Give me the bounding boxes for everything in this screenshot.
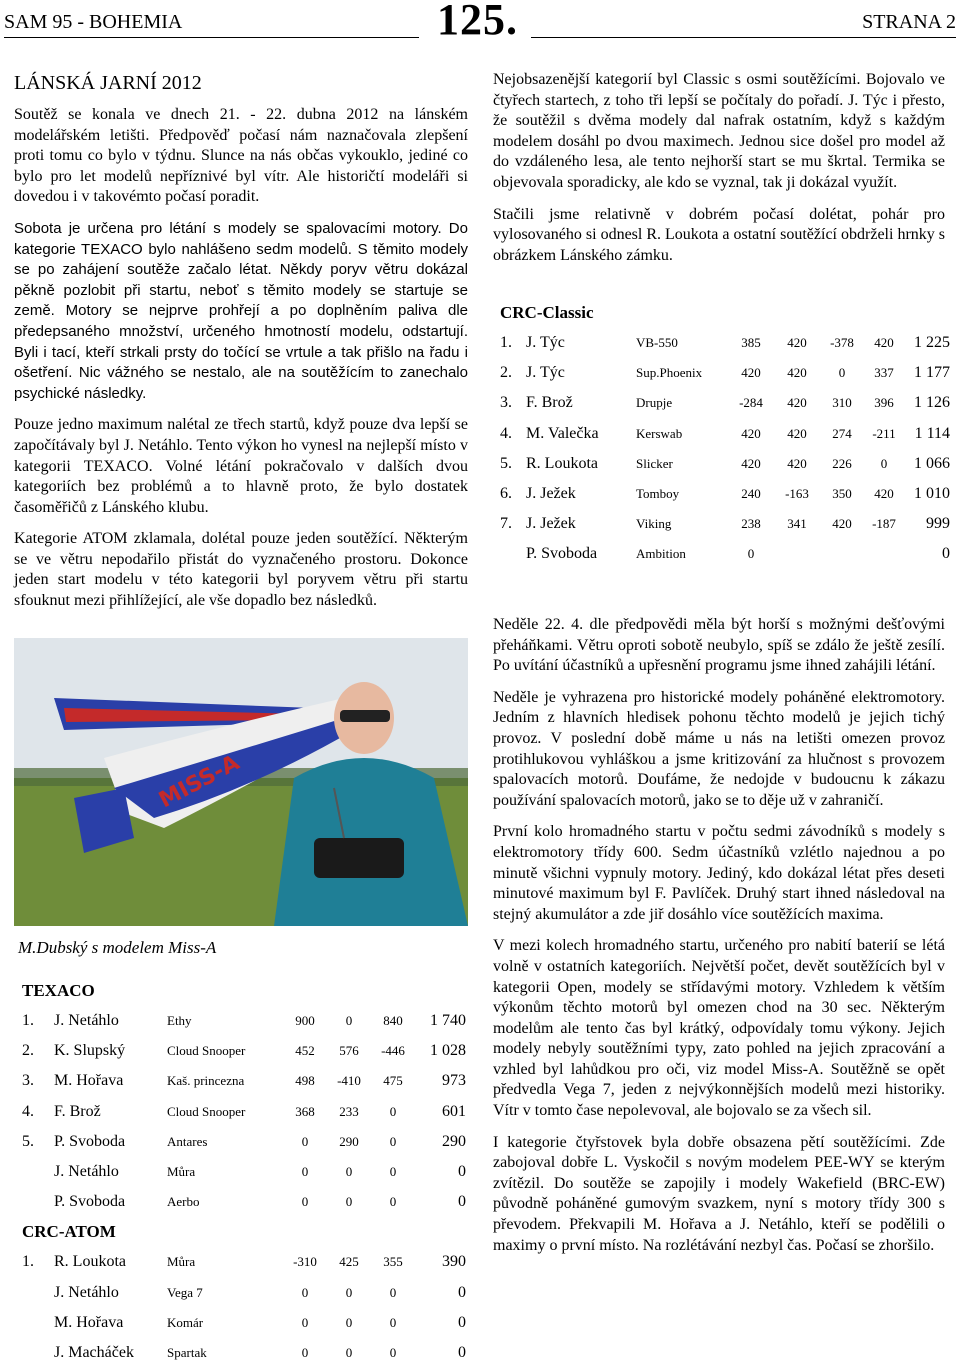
result-total: 1 028 — [430, 1042, 466, 1060]
result-model: Sup.Phoenix — [636, 365, 703, 381]
paragraph: Soutěž se konala ve dnech 21. - 22. dubna 2012 na lánském modelářském letišti. Předpověď počasí nám naznačovala zlepšení proti tomu co bylo v týdnu. Slunce na nás občas vykouklo, jediné co bylo pro let modelů nepříznivé byl vítr. Ale historičtí modeláři si dovedou i v takovémto počasí poradit. — [14, 106, 468, 206]
result-s3: 0 — [838, 365, 846, 381]
result-model: Drupje — [636, 395, 673, 411]
result-s2: 233 — [339, 1103, 359, 1119]
result-rank: 1. — [22, 1253, 34, 1271]
result-s1: -284 — [739, 395, 763, 411]
result-s2 — [774, 539, 820, 569]
result-name: P. Svoboda — [54, 1193, 126, 1211]
result-row — [22, 1157, 466, 1187]
atom-title: CRC-ATOM — [22, 1222, 116, 1242]
photo-illustration — [14, 638, 468, 926]
classic-title: CRC-Classic — [500, 303, 594, 322]
result-total: 0 — [458, 1313, 466, 1331]
texaco-title: TEXACO — [22, 981, 95, 1000]
result-total: 601 — [442, 1102, 466, 1120]
result-rank: 3. — [22, 1072, 34, 1090]
result-model: Cloud Snooper — [167, 1043, 246, 1059]
result-s2: 0 — [345, 1284, 353, 1300]
result-name: F. Brož — [54, 1102, 101, 1120]
result-name: R. Loukota — [526, 454, 598, 472]
result-name: J. Netáhlo — [54, 1163, 119, 1181]
result-s3: 0 — [389, 1284, 397, 1300]
photo-caption: M.Dubský s modelem Miss-A — [18, 938, 217, 957]
result-s3: 420 — [832, 516, 852, 532]
result-s1: 452 — [295, 1043, 315, 1059]
result-rank: 4. — [500, 424, 512, 442]
result-total: 1 126 — [914, 394, 950, 412]
result-rank: 1. — [22, 1012, 34, 1030]
result-model: Kaš. princezna — [167, 1073, 245, 1089]
right-column-lower — [493, 615, 945, 1267]
result-model: VB-550 — [636, 335, 678, 351]
texaco-results — [22, 976, 472, 1362]
result-s1: 420 — [741, 455, 761, 471]
result-s1: 0 — [301, 1344, 309, 1360]
atom-table — [22, 1247, 466, 1362]
result-model: Můra — [167, 1164, 196, 1180]
page-number: STRANA 2 — [531, 11, 956, 38]
result-name: K. Slupský — [54, 1042, 126, 1060]
result-rank — [22, 1187, 54, 1217]
result-s1: 385 — [741, 335, 761, 351]
result-name: J. Macháček — [54, 1343, 134, 1361]
result-rank: 6. — [500, 485, 512, 503]
result-total: 973 — [442, 1072, 466, 1090]
result-s4: 0 — [880, 455, 888, 471]
paragraph: Neděle 22. 4. dle předpovědi měla být horší s možnými dešťovými přeháňkami. Větru oproti sobotě neubylo, spíš se zdálo že ještě zesílí. Po uvítání účastníků a upřesnění programu jsme ihned zahájili létání. — [493, 616, 945, 675]
publication-name: SAM 95 - BOHEMIA — [4, 11, 419, 38]
result-s1: 420 — [741, 365, 761, 381]
result-rank: 1. — [500, 334, 512, 352]
result-s1: 0 — [301, 1133, 309, 1149]
paragraph: I kategorie čtyřstovek byla dobře obsazena pětí soutěžícími. Zde zabojoval dobře L. Vyskočil s novým modelem PEE-WY se kterým zvítězil. Do soutěže se zapojily i modely Wakefield (BRC-EW) původně poháněné gumovým svazkem, nyní s motory třídy 300 s převodem. Překvapili M. Hořava a J. Netáhlo, kteří se podělili o maximy o první místo. Na rozlétávání nezbyl čas. Počasí se zhoršilo. — [493, 1133, 945, 1254]
paragraph: Pouze jedno maximum nalétal ze třech startů, když pouze dva lepší se započítávaly byl J. Netáhlo. Tento výkon ho vynesl na nejlepší místo v kategorii TEXACO. Volné létání pokračovalo v dalších dvou kategoriích bez problémů a to hlavně proto, že bylo dostatek časoměřičů z Lánského klubu. — [14, 416, 468, 516]
result-row — [500, 419, 950, 449]
result-s2: 0 — [345, 1013, 353, 1029]
result-s1: 0 — [301, 1314, 309, 1330]
result-name: M. Hořava — [54, 1072, 124, 1090]
result-s3: -378 — [830, 335, 854, 351]
result-s4: 337 — [874, 365, 894, 381]
result-model: Ambition — [636, 546, 686, 562]
result-total: 390 — [442, 1253, 466, 1271]
result-s3: 0 — [389, 1314, 397, 1330]
paragraph: Nejobsazenější kategorií byl Classic s osmi soutěžícími. Bojovalo ve čtyřech startech, z toho tři lepší se počítaly do pořadí. J. Týc i přesto, že soutěžil s dvěma modely dal nafrak ostatním, když s každým modelem dosáhl po dvou maximech. Jednou sice došel pro model až do vzdáleného lesa, ale tento nejhorší start se mu škrtal. Termika se objevovala sporadicky, ale kdo se vyznal, tak ji dokázal využít. — [493, 71, 945, 191]
result-s1: 0 — [301, 1164, 309, 1180]
result-rank: 5. — [500, 454, 512, 472]
result-rank: 2. — [22, 1042, 34, 1060]
result-name: J. Ježek — [526, 515, 576, 533]
result-total: 1 225 — [914, 334, 950, 352]
result-s1: 0 — [301, 1284, 309, 1300]
result-row — [22, 1187, 466, 1217]
result-total: 1 114 — [914, 424, 950, 442]
result-rank — [500, 539, 526, 569]
result-s2: 341 — [787, 516, 807, 532]
paragraph: Kategorie ATOM zklamala, dolétal pouze jeden soutěžící. Některým se ve větru nepodařilo přistát do vyznačeného prostoru. Dokonce jeden start modelu v této kategorii byl poryvem větru při startu sfouknut mezi přihlížející, ale vše dopadlo bez následků. — [14, 530, 468, 610]
result-s1: 0 — [301, 1194, 309, 1210]
result-model: Cloud Snooper — [167, 1103, 246, 1119]
result-name: R. Loukota — [54, 1253, 126, 1271]
result-s3: -446 — [381, 1043, 405, 1059]
result-s3: 226 — [832, 455, 852, 471]
result-row — [22, 1278, 466, 1308]
result-s2: 420 — [787, 455, 807, 471]
result-s4 — [864, 539, 904, 569]
result-row — [22, 1006, 466, 1036]
result-s3: 0 — [389, 1164, 397, 1180]
result-total: 999 — [926, 515, 950, 533]
result-s3: 310 — [832, 395, 852, 411]
result-model: Můra — [167, 1254, 196, 1270]
classic-results — [500, 298, 950, 570]
result-s3: 0 — [389, 1344, 397, 1360]
result-model: Tomboy — [636, 486, 680, 502]
result-total: 1 177 — [914, 364, 950, 382]
result-name: P. Svoboda — [54, 1132, 126, 1150]
paragraph: Neděle je vyhrazena pro historické modely poháněné elektromotory. Jedním z hlavních hledisek pohonu těchto modelů je jejich tichý provoz. V poslední době máme u nás na letišti omezen provoz protihlukovou vyhláškou a jsme kritizování za hlučnost s provozem spalovacích motorů. Doufáme, že nedojde v budoucnu k zákazu používání spalovacích motorů, jako se to děje už v zahraničí. — [493, 688, 945, 809]
result-row — [22, 1097, 466, 1127]
result-model: Kerswab — [636, 425, 683, 441]
result-s3: 840 — [383, 1013, 403, 1029]
result-s3: 475 — [383, 1073, 403, 1089]
result-name: J. Netáhlo — [54, 1012, 119, 1030]
result-name: J. Ježek — [526, 485, 576, 503]
result-s1: 238 — [741, 516, 761, 532]
issue-number: 125. — [437, 0, 518, 44]
result-s2: 0 — [345, 1164, 353, 1180]
transmitter — [314, 838, 404, 878]
result-model: Antares — [167, 1133, 208, 1149]
result-s4: 396 — [874, 395, 894, 411]
result-rank: 7. — [500, 515, 512, 533]
result-row — [22, 1308, 466, 1338]
paragraph: Sobota je určena pro létání s modely se spalovacími motory. Do kategorie TEXACO bylo nahlášeno sedm modelů. S těmito modely se po zahájení soutěže začalo létat. Někdy poryv větru dokázal pěkně pozlobit při startu, neboť s těmito modely se startuje se země. Motory se nejprve prohřejí a po doplněním paliva dle předepsaného množství, určeného hmotností modelu, odstartují. Byli i tací, kteří strkali prsty do točící se vrtule a tak přišlo na řadu i ošetření. Nic vážného se nestalo, ale na soutěžícím to zanechalo psychické následky. — [14, 219, 468, 402]
result-s4: 420 — [874, 486, 894, 502]
result-rank: 5. — [22, 1132, 34, 1150]
result-model: Slicker — [636, 455, 673, 471]
result-row — [500, 479, 950, 509]
result-s2: 420 — [787, 365, 807, 381]
texaco-table — [22, 1006, 466, 1217]
result-model: Aerbo — [167, 1194, 200, 1210]
result-s1: -310 — [293, 1254, 317, 1270]
result-rank — [22, 1338, 54, 1362]
result-total: 0 — [458, 1343, 466, 1361]
result-rank: 2. — [500, 364, 512, 382]
result-row — [22, 1127, 466, 1157]
result-total: 0 — [458, 1163, 466, 1181]
article-title: LÁNSKÁ JARNÍ 2012 — [14, 72, 202, 94]
result-name: P. Svoboda — [526, 545, 598, 563]
result-s4: -211 — [872, 425, 896, 441]
paragraph: V mezi kolech hromadného startu, určeného pro nabití baterií se létá volně v ostatních kategoriích. Největší počet, devět soutěžících byl v kategorii Open, modely se střídavými motory. Vzhledem k větším výkonům těchto motorů byl omezen chod na 30 sec. Některým modelům ale tento čas byl krátký, odpovídaly tomu výkony. Jejich modely nebyly soutěžními typy, zato pohled na jejich zpracování a vzhled byl lahůdkou pro oči, viz model Miss-A. Soutěžně se opět předvedla Vega 7, jeden z nejvýkonnějších modelů mezi historiky. Vítr v tomto čase nepolevoval, ale bojovalo se za všech sil. — [493, 937, 945, 1120]
result-s1: 0 — [747, 546, 755, 562]
result-row — [500, 509, 950, 539]
result-s1: 368 — [295, 1103, 315, 1119]
result-s3: 355 — [383, 1254, 403, 1270]
photo-miss-a — [14, 638, 468, 926]
result-name: F. Brož — [526, 394, 573, 412]
result-total: 0 — [942, 545, 950, 563]
result-s1: 240 — [741, 486, 761, 502]
result-total: 0 — [458, 1283, 466, 1301]
right-column — [493, 70, 945, 277]
result-s2: 425 — [339, 1254, 359, 1270]
result-s2: -163 — [785, 486, 809, 502]
result-name: J. Týc — [526, 364, 565, 382]
result-s4: -187 — [872, 516, 896, 532]
result-row — [500, 358, 950, 388]
result-s3: 350 — [832, 486, 852, 502]
result-row — [22, 1247, 466, 1277]
result-row — [500, 449, 950, 479]
result-name: M. Valečka — [526, 424, 599, 442]
result-s1: 498 — [295, 1073, 315, 1089]
result-s2: 0 — [345, 1344, 353, 1360]
result-name: J. Netáhlo — [54, 1283, 119, 1301]
result-row — [22, 1338, 466, 1362]
result-model: Komár — [167, 1314, 204, 1330]
result-s2: 0 — [345, 1314, 353, 1330]
result-s2: 0 — [345, 1194, 353, 1210]
result-rank — [22, 1157, 54, 1187]
result-model: Vega 7 — [167, 1284, 203, 1300]
result-s3 — [820, 539, 864, 569]
result-rank: 4. — [22, 1102, 34, 1120]
result-total: 0 — [458, 1193, 466, 1211]
result-rank — [22, 1278, 54, 1308]
result-total: 290 — [442, 1132, 466, 1150]
result-total: 1 010 — [914, 485, 950, 503]
result-s2: 576 — [339, 1043, 359, 1059]
result-s3: 0 — [389, 1194, 397, 1210]
result-s3: 0 — [389, 1103, 397, 1119]
paragraph: Stačili jsme relativně v dobrém počasí dolétat, pohár pro vylosovaného si odnesl R. Loukota a ostatní soutěžící obdrželi hrnky s obrázkem Lánského zámku. — [493, 205, 945, 264]
result-row — [500, 328, 950, 358]
result-s2: 420 — [787, 425, 807, 441]
result-s2: -410 — [337, 1073, 361, 1089]
result-total: 1 740 — [430, 1012, 466, 1030]
result-model: Ethy — [167, 1013, 192, 1029]
plane-lettering: MISS-A — [155, 750, 244, 814]
page-header — [0, 0, 960, 44]
result-s2: 420 — [787, 395, 807, 411]
result-rank: 3. — [500, 394, 512, 412]
result-row — [500, 388, 950, 418]
result-s1: 420 — [741, 425, 761, 441]
result-s4: 420 — [874, 335, 894, 351]
result-s2: 290 — [339, 1133, 359, 1149]
classic-table — [500, 328, 950, 570]
paragraph: První kolo hromadného startu v počtu sedmi závodníků s modely s elektromotory třídy 600. Sedm účastníků vzlétlo najednou a po minutě všichni vypnuly motory. Jediný, kdo dokázal létat přes deseti minutové maximum byl F. Pavlíček. Druhý start ihned následoval na stejný akumulátor a zde jiř dosáhlo více soutěžících maxima. — [493, 823, 945, 923]
result-model: Spartak — [167, 1344, 207, 1360]
result-s1: 900 — [295, 1013, 315, 1029]
result-s3: 0 — [389, 1133, 397, 1149]
result-rank — [22, 1308, 54, 1338]
left-column — [14, 70, 468, 623]
result-name: M. Hořava — [54, 1313, 124, 1331]
result-s3: 274 — [832, 425, 852, 441]
result-name: J. Týc — [526, 334, 565, 352]
result-s2: 420 — [787, 335, 807, 351]
result-row — [22, 1036, 466, 1066]
result-row — [22, 1066, 466, 1096]
result-total: 1 066 — [914, 454, 950, 472]
result-row — [500, 539, 950, 569]
person-sunglasses — [340, 710, 390, 722]
result-model: Viking — [636, 516, 672, 532]
